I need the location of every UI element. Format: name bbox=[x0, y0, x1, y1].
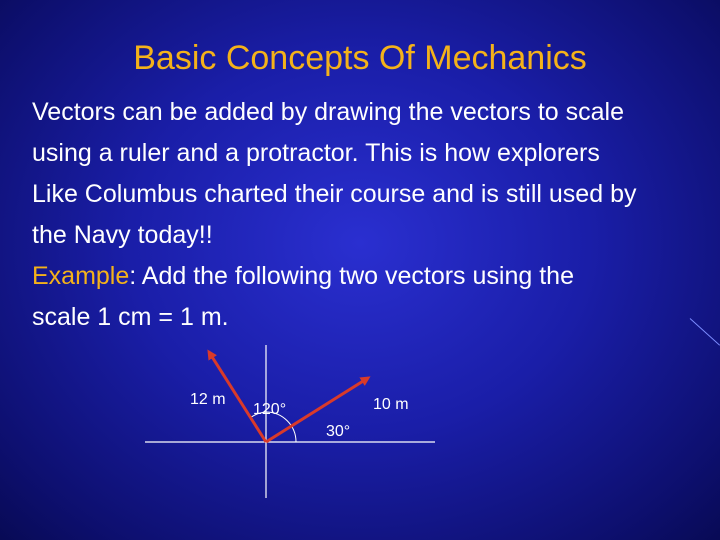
example-line-2: scale 1 cm = 1 m. bbox=[32, 303, 229, 331]
angle-a-label: 120° bbox=[253, 401, 287, 418]
slide-title: Basic Concepts Of Mechanics bbox=[133, 39, 587, 77]
body-line: the Navy today!! bbox=[32, 221, 213, 249]
vector-a-label: 12 m bbox=[190, 391, 226, 408]
example-label: Example bbox=[32, 262, 130, 290]
angle-b-label: 30° bbox=[326, 423, 351, 440]
body-line: using a ruler and a protractor. This is how explorers bbox=[32, 139, 600, 167]
body-line: Vectors can be added by drawing the vectors to scale bbox=[32, 98, 625, 126]
vector-b-label: 10 m bbox=[373, 396, 409, 413]
body-line: Like Columbus charted their course and is still used by bbox=[32, 180, 637, 208]
example-text: : Add the following two vectors using the bbox=[129, 262, 574, 290]
